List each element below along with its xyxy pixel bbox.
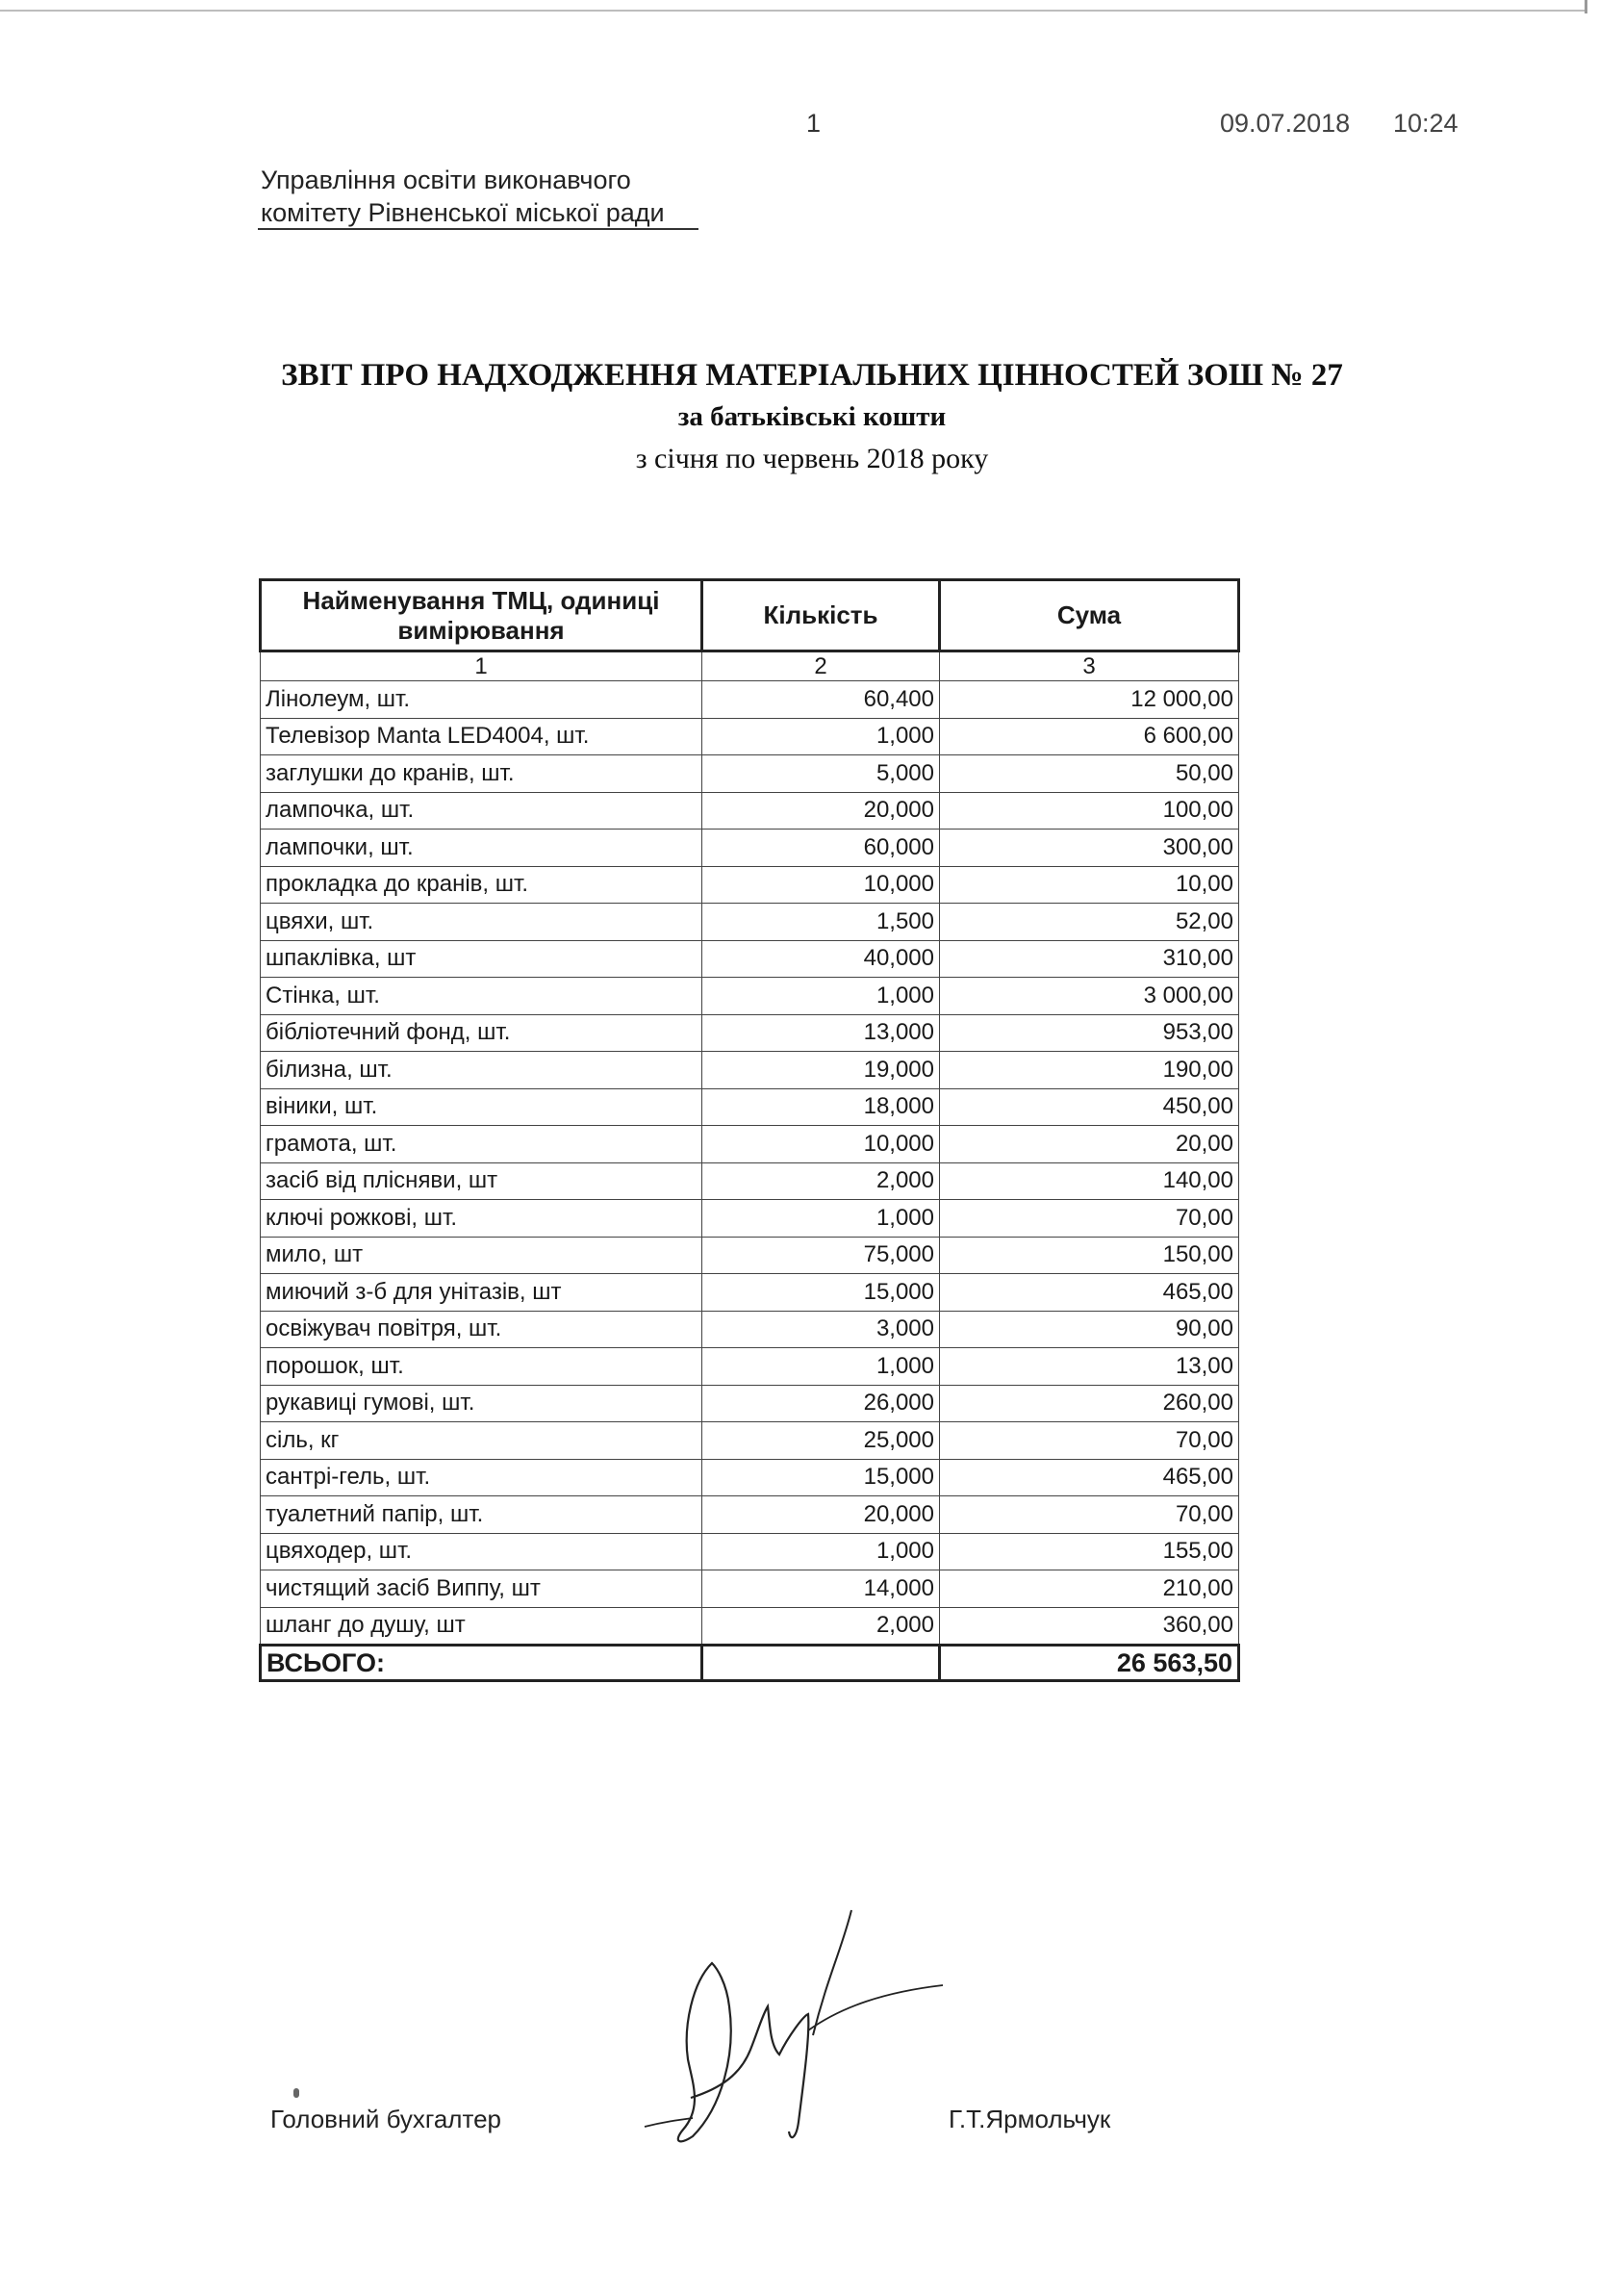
table-row — [261, 681, 1239, 719]
item-name: миючий з-б для унітазів, шт — [261, 1274, 702, 1312]
table-header-row — [261, 580, 1239, 651]
item-quantity: 1,000 — [702, 718, 940, 755]
item-name: бібліотечний фонд, шт. — [261, 1014, 702, 1052]
item-quantity: 15,000 — [702, 1274, 940, 1312]
print-date: 09.07.2018 — [1220, 109, 1351, 138]
table-row — [261, 1014, 1239, 1052]
item-name: засіб від плісняви, шт — [261, 1162, 702, 1200]
item-sum: 450,00 — [940, 1088, 1239, 1126]
table-row — [261, 1052, 1239, 1089]
table-row — [261, 1162, 1239, 1200]
item-quantity: 20,000 — [702, 1496, 940, 1534]
report-subtitle: за батьківські кошти — [677, 401, 947, 432]
item-sum: 953,00 — [940, 1014, 1239, 1052]
table-row — [261, 1422, 1239, 1460]
table-row — [261, 904, 1239, 941]
item-name: заглушки до кранів, шт. — [261, 755, 702, 793]
item-sum: 20,00 — [940, 1126, 1239, 1163]
table-row — [261, 1088, 1239, 1126]
item-quantity: 14,000 — [702, 1570, 940, 1608]
item-quantity: 60,000 — [702, 830, 940, 867]
column-number: 1 — [261, 651, 702, 681]
report-title: ЗВІТ ПРО НАДХОДЖЕННЯ МАТЕРІАЛЬНИХ ЦІННОСТЕЙ ЗОШ № 27 — [281, 358, 1343, 393]
table-row — [261, 755, 1239, 793]
item-quantity: 1,000 — [702, 1348, 940, 1386]
item-quantity: 1,000 — [702, 1200, 940, 1238]
item-quantity: 15,000 — [702, 1459, 940, 1496]
table-row — [261, 1311, 1239, 1348]
item-name: цвяхи, шт. — [261, 904, 702, 941]
item-name: освіжувач повітря, шт. — [261, 1311, 702, 1348]
organization-line-1: Управління освіти виконавчого — [261, 166, 631, 194]
table-row — [261, 1496, 1239, 1534]
table-row — [261, 1126, 1239, 1163]
signer-name: Г.Т.Ярмольчук — [949, 2105, 1111, 2133]
item-quantity: 19,000 — [702, 1052, 940, 1089]
organization-underline — [258, 228, 698, 230]
table-row — [261, 1459, 1239, 1496]
table-row — [261, 1274, 1239, 1312]
scan-speck — [293, 2088, 299, 2098]
column-number: 3 — [940, 651, 1239, 681]
item-sum: 50,00 — [940, 755, 1239, 793]
item-sum: 13,00 — [940, 1348, 1239, 1386]
item-sum: 70,00 — [940, 1200, 1239, 1238]
item-quantity: 2,000 — [702, 1162, 940, 1200]
item-sum: 140,00 — [940, 1162, 1239, 1200]
item-quantity: 75,000 — [702, 1237, 940, 1274]
table-row — [261, 830, 1239, 867]
organization-line-2: комітету Рівненської міської ради — [261, 198, 665, 227]
item-sum: 300,00 — [940, 830, 1239, 867]
table-row — [261, 1237, 1239, 1274]
item-name: Лінолеум, шт. — [261, 681, 702, 719]
item-sum: 3 000,00 — [940, 978, 1239, 1015]
item-sum: 52,00 — [940, 904, 1239, 941]
column-number: 2 — [702, 651, 940, 681]
table-row — [261, 718, 1239, 755]
item-sum: 70,00 — [940, 1496, 1239, 1534]
table-row — [261, 1348, 1239, 1386]
table-row — [261, 1533, 1239, 1570]
table-row — [261, 1570, 1239, 1608]
item-quantity: 40,000 — [702, 940, 940, 978]
table-row — [261, 866, 1239, 904]
item-sum: 155,00 — [940, 1533, 1239, 1570]
item-name: ключі рожкові, шт. — [261, 1200, 702, 1238]
table-row — [261, 1385, 1239, 1422]
item-name: білизна, шт. — [261, 1052, 702, 1089]
table-row — [261, 940, 1239, 978]
print-time: 10:24 — [1393, 109, 1459, 138]
item-quantity: 1,000 — [702, 978, 940, 1015]
item-sum: 190,00 — [940, 1052, 1239, 1089]
item-sum: 70,00 — [940, 1422, 1239, 1460]
signer-role: Головний бухгалтер — [270, 2105, 501, 2133]
item-sum: 210,00 — [940, 1570, 1239, 1608]
item-quantity: 13,000 — [702, 1014, 940, 1052]
item-sum: 310,00 — [940, 940, 1239, 978]
item-name: порошок, шт. — [261, 1348, 702, 1386]
item-quantity: 18,000 — [702, 1088, 940, 1126]
item-sum: 90,00 — [940, 1311, 1239, 1348]
item-quantity: 25,000 — [702, 1422, 940, 1460]
handwritten-signature — [635, 1891, 962, 2180]
column-header-quantity: Кількість — [702, 580, 940, 651]
column-header-sum: Сума — [940, 580, 1239, 651]
item-name: лампочка, шт. — [261, 792, 702, 830]
item-name: цвяходер, шт. — [261, 1533, 702, 1570]
item-name: сіль, кг — [261, 1422, 702, 1460]
item-quantity: 1,500 — [702, 904, 940, 941]
item-quantity: 60,400 — [702, 681, 940, 719]
total-sum: 26 563,50 — [940, 1646, 1239, 1681]
item-name: шланг до душу, шт — [261, 1607, 702, 1646]
item-name: віники, шт. — [261, 1088, 702, 1126]
column-number-row — [261, 651, 1239, 681]
table-row — [261, 1200, 1239, 1238]
item-name: Телевізор Manta LED4004, шт. — [261, 718, 702, 755]
item-sum: 10,00 — [940, 866, 1239, 904]
materials-table — [259, 578, 1240, 1682]
scan-edge-mark — [1585, 0, 1587, 13]
item-quantity: 5,000 — [702, 755, 940, 793]
table-row — [261, 1607, 1239, 1646]
item-name: лампочки, шт. — [261, 830, 702, 867]
item-sum: 465,00 — [940, 1274, 1239, 1312]
item-name: сантрі-гель, шт. — [261, 1459, 702, 1496]
item-quantity: 3,000 — [702, 1311, 940, 1348]
item-sum: 6 600,00 — [940, 718, 1239, 755]
item-name: Стінка, шт. — [261, 978, 702, 1015]
item-quantity: 10,000 — [702, 866, 940, 904]
item-quantity: 10,000 — [702, 1126, 940, 1163]
item-name: туалетний папір, шт. — [261, 1496, 702, 1534]
item-quantity: 2,000 — [702, 1607, 940, 1646]
total-row — [261, 1646, 1239, 1681]
item-sum: 465,00 — [940, 1459, 1239, 1496]
item-sum: 12 000,00 — [940, 681, 1239, 719]
report-period: з січня по червень 2018 року — [635, 443, 989, 474]
item-sum: 260,00 — [940, 1385, 1239, 1422]
item-name: грамота, шт. — [261, 1126, 702, 1163]
item-name: чистящий засіб Виппу, шт — [261, 1570, 702, 1608]
table-row — [261, 978, 1239, 1015]
item-sum: 360,00 — [940, 1607, 1239, 1646]
item-name: шпаклівка, шт — [261, 940, 702, 978]
item-quantity: 26,000 — [702, 1385, 940, 1422]
item-name: мило, шт — [261, 1237, 702, 1274]
total-quantity-cell — [702, 1646, 940, 1681]
table-row — [261, 792, 1239, 830]
item-sum: 100,00 — [940, 792, 1239, 830]
scan-top-edge — [0, 10, 1587, 12]
item-quantity: 1,000 — [702, 1533, 940, 1570]
item-sum: 150,00 — [940, 1237, 1239, 1274]
total-label: ВСЬОГО: — [261, 1646, 702, 1681]
item-name: прокладка до кранів, шт. — [261, 866, 702, 904]
column-header-name: Найменування ТМЦ, одиниці вимірювання — [261, 580, 702, 651]
page-number: 1 — [806, 109, 822, 138]
item-name: рукавиці гумові, шт. — [261, 1385, 702, 1422]
item-quantity: 20,000 — [702, 792, 940, 830]
